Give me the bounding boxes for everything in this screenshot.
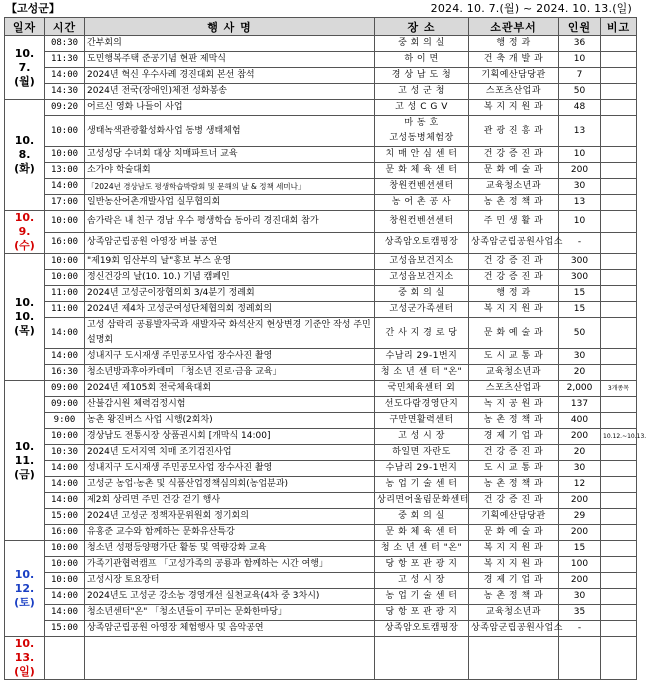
- table-row: [5, 637, 637, 680]
- event-name: 간부회의: [85, 36, 375, 52]
- event-count: -: [559, 232, 601, 254]
- table-row: [5, 349, 637, 365]
- schedule-period: 2024. 10. 7.(월) ~ 2024. 10. 13.(일): [430, 2, 632, 15]
- event-dept: 기획예산담당관: [469, 68, 559, 84]
- event-dept: 행 정 과: [469, 286, 559, 302]
- event-place: 고 성 시 장: [375, 573, 469, 589]
- event-count: 200: [559, 573, 601, 589]
- event-time: 10:30: [45, 445, 85, 461]
- table-row: [5, 589, 637, 605]
- event-count: 12: [559, 477, 601, 493]
- event-place: 고 성 시 장: [375, 429, 469, 445]
- table-row: [5, 621, 637, 637]
- event-time: 09:20: [45, 100, 85, 116]
- event-count: 48: [559, 100, 601, 116]
- event-name: 농촌 왕진버스 사업 시행(2회차): [85, 413, 375, 429]
- col-event-header: 행 사 명: [85, 18, 375, 36]
- event-note: [601, 179, 637, 195]
- event-note: 10.12.~10.13.: [601, 429, 637, 445]
- event-dept: 주 민 생 활 과: [469, 211, 559, 233]
- event-note: [601, 637, 637, 680]
- table-row: [5, 429, 637, 445]
- event-place: 고성군가족센터: [375, 302, 469, 318]
- table-row: [5, 493, 637, 509]
- event-name: 소가야 학술대회: [85, 163, 375, 179]
- event-note: 3개종목: [601, 381, 637, 397]
- event-place: 농 업 기 술 센 터: [375, 589, 469, 605]
- table-row: [5, 52, 637, 68]
- event-name: 고성성당 수녀회 대상 치매파트너 교육: [85, 147, 375, 163]
- event-place: 구만면활력센터: [375, 413, 469, 429]
- event-time: 09:00: [45, 381, 85, 397]
- event-count: 20: [559, 445, 601, 461]
- event-note: [601, 52, 637, 68]
- table-row: [5, 286, 637, 302]
- event-note: [601, 621, 637, 637]
- event-count: 10: [559, 211, 601, 233]
- event-place: 농 어 촌 공 사: [375, 195, 469, 211]
- event-name: 2024년 전국(장애인)체전 성화봉송: [85, 84, 375, 100]
- event-name: 2024년 고성군 정책자문위원회 정기회의: [85, 509, 375, 525]
- table-row: [5, 397, 637, 413]
- event-count: 30: [559, 589, 601, 605]
- day-label: 10. 11. (금): [5, 381, 45, 541]
- event-dept: 건 강 증 진 과: [469, 254, 559, 270]
- event-count: -: [559, 621, 601, 637]
- event-dept: 문 화 예 술 과: [469, 525, 559, 541]
- event-time: 14:00: [45, 493, 85, 509]
- table-row: [5, 557, 637, 573]
- event-time: 16:00: [45, 232, 85, 254]
- day-label: 10. 8. (화): [5, 100, 45, 211]
- event-place: 문 화 체 육 센 터: [375, 525, 469, 541]
- event-name: 고성군 농업·농촌 및 식품산업정책심의회(농업분과): [85, 477, 375, 493]
- event-note: [601, 461, 637, 477]
- event-dept: 도 시 교 통 과: [469, 349, 559, 365]
- event-note: [601, 116, 637, 147]
- event-place: 고 성 C G V: [375, 100, 469, 116]
- event-note: [601, 365, 637, 381]
- event-time: 10:00: [45, 573, 85, 589]
- event-dept: 건 강 증 진 과: [469, 147, 559, 163]
- event-note: [601, 509, 637, 525]
- event-note: [601, 605, 637, 621]
- event-count: 200: [559, 429, 601, 445]
- event-time: 10:00: [45, 270, 85, 286]
- event-dept: 경 제 기 업 과: [469, 429, 559, 445]
- event-dept: 복 지 지 원 과: [469, 100, 559, 116]
- table-row: [5, 68, 637, 84]
- table-row: [5, 270, 637, 286]
- event-time: 10:00: [45, 541, 85, 557]
- event-count: 200: [559, 163, 601, 179]
- event-dept: 문 화 예 술 과: [469, 318, 559, 349]
- event-place: 창원컨벤션센터: [375, 211, 469, 233]
- event-place: 창원컨벤션센터: [375, 179, 469, 195]
- event-note: [601, 68, 637, 84]
- table-row: [5, 84, 637, 100]
- table-row: [5, 302, 637, 318]
- event-time: 9:00: [45, 413, 85, 429]
- table-row: [5, 445, 637, 461]
- event-name: 성내지구 도시재생 주민공모사업 장수사진 촬영: [85, 349, 375, 365]
- event-name: 2024년 제4차 고성군여성단체협의회 정례회의: [85, 302, 375, 318]
- event-name: 솜가락은 내 친구 경남 우수 평생학습 동아리 경진대회 참가: [85, 211, 375, 233]
- event-note: [601, 232, 637, 254]
- event-count: 200: [559, 493, 601, 509]
- event-place: 상리면어울림문화센터: [375, 493, 469, 509]
- event-note: [601, 413, 637, 429]
- event-count: 30: [559, 461, 601, 477]
- event-count: 13: [559, 116, 601, 147]
- event-note: [601, 270, 637, 286]
- event-time: 14:30: [45, 84, 85, 100]
- table-row: [5, 163, 637, 179]
- day-label: 10. 13. (일): [5, 637, 45, 680]
- table-row: [5, 381, 637, 397]
- event-note: [601, 254, 637, 270]
- event-dept: 복 지 지 원 과: [469, 541, 559, 557]
- event-place: 상족암오토캠핑장: [375, 232, 469, 254]
- event-place: 당 항 포 관 광 지: [375, 557, 469, 573]
- event-count: 200: [559, 525, 601, 541]
- event-count: 2,000: [559, 381, 601, 397]
- event-time: 16:30: [45, 365, 85, 381]
- table-row: [5, 509, 637, 525]
- event-name: 어르신 영화 나들이 사업: [85, 100, 375, 116]
- event-time: 14:00: [45, 179, 85, 195]
- event-time: 14:00: [45, 68, 85, 84]
- event-note: [601, 84, 637, 100]
- event-name: 정신건강의 날(10. 10.) 기념 캠페인: [85, 270, 375, 286]
- table-row: [5, 100, 637, 116]
- event-place: 국민체육센터 외: [375, 381, 469, 397]
- table-row: [5, 461, 637, 477]
- event-name: 경상남도 전통시장 상품권시회 [개막식 14:00]: [85, 429, 375, 445]
- event-time: 09:00: [45, 397, 85, 413]
- event-note: [601, 163, 637, 179]
- schedule-body: [5, 36, 646, 680]
- event-dept: 관 광 진 흥 과: [469, 116, 559, 147]
- event-time: 11:00: [45, 302, 85, 318]
- event-name: 도민행복주택 준공기념 현판 제막식: [85, 52, 375, 68]
- event-place: 하일면 자란도: [375, 445, 469, 461]
- event-dept: 농 촌 정 책 과: [469, 477, 559, 493]
- event-place: 경 상 남 도 청: [375, 68, 469, 84]
- event-count: 35: [559, 605, 601, 621]
- event-name: 청소년방과후아카데미 「청소년 진로·금융 교육」: [85, 365, 375, 381]
- event-time: 10:00: [45, 147, 85, 163]
- event-note: [601, 525, 637, 541]
- table-row: [5, 179, 637, 195]
- event-place: [375, 637, 469, 680]
- event-note: [601, 397, 637, 413]
- event-count: 30: [559, 349, 601, 365]
- event-count: 50: [559, 318, 601, 349]
- event-name: 청소년센터"온" 「청소년들이 꾸미는 문화한마당」: [85, 605, 375, 621]
- event-time: 10:00: [45, 116, 85, 147]
- table-row: [5, 211, 637, 233]
- event-time: 10:00: [45, 429, 85, 445]
- event-dept: 기획예산담당관: [469, 509, 559, 525]
- event-time: 10:00: [45, 211, 85, 233]
- event-time: 14:00: [45, 349, 85, 365]
- event-dept: 복 지 지 원 과: [469, 302, 559, 318]
- event-dept: 스포츠산업과: [469, 84, 559, 100]
- event-note: [601, 211, 637, 233]
- col-count-header: 인원: [559, 18, 601, 36]
- event-count: 15: [559, 541, 601, 557]
- event-name: 2024년 제105회 전국체육대회: [85, 381, 375, 397]
- col-dept-header: 소관부서: [469, 18, 559, 36]
- event-note: [601, 573, 637, 589]
- event-place: 중 회 의 실: [375, 509, 469, 525]
- table-row: [5, 36, 637, 52]
- event-place: 하 이 면: [375, 52, 469, 68]
- event-place: 수남리 29-1번지: [375, 461, 469, 477]
- event-name: 2024년 도서지역 치매 조기검진사업: [85, 445, 375, 461]
- event-place: 마 동 호 고성동병체험장: [375, 116, 469, 147]
- event-count: [559, 637, 601, 680]
- event-note: [601, 195, 637, 211]
- event-count: 20: [559, 365, 601, 381]
- event-count: 300: [559, 254, 601, 270]
- event-count: 30: [559, 179, 601, 195]
- event-note: [601, 36, 637, 52]
- event-name: "제19회 임산부의 날"홍보 부스 운영: [85, 254, 375, 270]
- event-name: 2024년도 고성군 강소농 경영개선 실천교육(4차 중 3차시): [85, 589, 375, 605]
- table-row: [5, 525, 637, 541]
- table-header-row: [5, 18, 637, 36]
- col-time-header: 시간: [45, 18, 85, 36]
- event-place: 당 항 포 관 광 지: [375, 605, 469, 621]
- event-name: 산불감시원 체력검정시험: [85, 397, 375, 413]
- event-name: 고성시장 토요장터: [85, 573, 375, 589]
- event-place: 고성읍보건지소: [375, 270, 469, 286]
- table-row: [5, 541, 637, 557]
- event-time: 15:00: [45, 509, 85, 525]
- event-dept: 스포츠산업과: [469, 381, 559, 397]
- event-name: 고성 삼락리 공룡발자국과 새발자국 화석산지 현상변경 기준안 작성 주민설명회: [85, 318, 375, 349]
- event-name: 제2회 상리면 주민 건강 걷기 행사: [85, 493, 375, 509]
- event-count: 13: [559, 195, 601, 211]
- event-place: 고성읍보건지소: [375, 254, 469, 270]
- event-time: 14:00: [45, 589, 85, 605]
- event-dept: [469, 637, 559, 680]
- event-dept: 교육청소년과: [469, 605, 559, 621]
- table-row: [5, 147, 637, 163]
- event-name: 상족암군립공원 아영장 체험행사 및 음악공연: [85, 621, 375, 637]
- event-place: 중 회 의 실: [375, 286, 469, 302]
- event-name: 일반농산어촌개발사업 실무협의회: [85, 195, 375, 211]
- event-place: 중 회 의 실: [375, 36, 469, 52]
- event-name: 성내지구 도시재생 주민공모사업 장수사진 촬영: [85, 461, 375, 477]
- table-row: [5, 232, 637, 254]
- event-name: 「2024년 경상남도 평생학습박람회 및 문해의 날 & 정책 세미나」: [85, 179, 375, 195]
- event-note: [601, 445, 637, 461]
- event-dept: 교육청소년과: [469, 179, 559, 195]
- event-dept: 농 촌 정 책 과: [469, 589, 559, 605]
- event-time: 13:00: [45, 163, 85, 179]
- event-name: [85, 637, 375, 680]
- event-name: 가족기관협력캠프 「고성가족의 공룡과 함께하는 시간 여행」: [85, 557, 375, 573]
- event-count: 15: [559, 302, 601, 318]
- event-count: 36: [559, 36, 601, 52]
- event-dept: 건 강 증 진 과: [469, 270, 559, 286]
- event-note: [601, 286, 637, 302]
- event-dept: 교육청소년과: [469, 365, 559, 381]
- event-place: 치 매 안 심 센 터: [375, 147, 469, 163]
- event-note: [601, 557, 637, 573]
- event-time: 11:30: [45, 52, 85, 68]
- event-name: 청소년 성평등양평가단 활동 및 역량강화 교육: [85, 541, 375, 557]
- event-dept: 농 촌 정 책 과: [469, 195, 559, 211]
- event-dept: 녹 지 공 원 과: [469, 397, 559, 413]
- event-place: 수남리 29-1번지: [375, 349, 469, 365]
- event-count: 100: [559, 557, 601, 573]
- event-name: 상족암군립공원 아영장 버블 공연: [85, 232, 375, 254]
- event-dept: 건 축 개 발 과: [469, 52, 559, 68]
- event-time: 14:00: [45, 477, 85, 493]
- table-row: [5, 365, 637, 381]
- col-place-header: 장 소: [375, 18, 469, 36]
- event-note: [601, 477, 637, 493]
- county-title: 【고성군】: [6, 2, 60, 15]
- table-row: [5, 318, 637, 349]
- event-note: [601, 100, 637, 116]
- table-row: [5, 573, 637, 589]
- event-time: 10:00: [45, 557, 85, 573]
- table-row: [5, 116, 637, 147]
- event-count: 15: [559, 286, 601, 302]
- event-time: 15:00: [45, 621, 85, 637]
- event-count: 50: [559, 84, 601, 100]
- event-place: 문 화 체 육 센 터: [375, 163, 469, 179]
- event-dept: 농 촌 정 책 과: [469, 413, 559, 429]
- event-note: [601, 302, 637, 318]
- table-row: [5, 413, 637, 429]
- event-time: 14:00: [45, 605, 85, 621]
- event-note: [601, 493, 637, 509]
- event-place: 청 소 년 센 터 "온": [375, 541, 469, 557]
- day-label: 10. 9. (수): [5, 211, 45, 254]
- event-count: 29: [559, 509, 601, 525]
- schedule-header: [4, 2, 636, 16]
- event-place: 상족암오토캠핑장: [375, 621, 469, 637]
- event-count: 10: [559, 147, 601, 163]
- event-dept: 문 화 예 술 과: [469, 163, 559, 179]
- event-dept: 건 강 증 진 과: [469, 445, 559, 461]
- event-note: [601, 318, 637, 349]
- event-dept: 행 정 과: [469, 36, 559, 52]
- event-dept: 상족암군립공원사업소: [469, 621, 559, 637]
- event-place: 농 업 기 술 센 터: [375, 477, 469, 493]
- schedule-table: [4, 17, 646, 680]
- event-time: 10:00: [45, 254, 85, 270]
- event-count: 300: [559, 270, 601, 286]
- event-name: 2024년 고성군이장협의회 3/4분기 정례회: [85, 286, 375, 302]
- event-place: 선도다람경영단지: [375, 397, 469, 413]
- event-time: 08:30: [45, 36, 85, 52]
- event-count: 10: [559, 52, 601, 68]
- event-note: [601, 349, 637, 365]
- event-count: 137: [559, 397, 601, 413]
- event-note: [601, 147, 637, 163]
- table-row: [5, 254, 637, 270]
- table-row: [5, 605, 637, 621]
- event-note: [601, 589, 637, 605]
- event-name: 유홍준 교수와 함께하는 문화유산특강: [85, 525, 375, 541]
- event-time: [45, 637, 85, 680]
- day-label: 10. 12. (토): [5, 541, 45, 637]
- event-dept: 건 강 증 진 과: [469, 493, 559, 509]
- event-dept: 경 제 기 업 과: [469, 573, 559, 589]
- event-dept: 상족암군립공원사업소: [469, 232, 559, 254]
- event-place: 고 성 군 청: [375, 84, 469, 100]
- col-note-header: 비고: [601, 18, 637, 36]
- event-note: [601, 541, 637, 557]
- event-time: 14:00: [45, 461, 85, 477]
- event-count: 400: [559, 413, 601, 429]
- event-place: 청 소 년 센 터 "온": [375, 365, 469, 381]
- table-row: [5, 195, 637, 211]
- event-time: 16:00: [45, 525, 85, 541]
- day-label: 10. 7. (월): [5, 36, 45, 100]
- col-date-header: 일자: [5, 18, 45, 36]
- event-count: 7: [559, 68, 601, 84]
- event-name: 2024년 혁신 우수사례 경진대회 본선 참석: [85, 68, 375, 84]
- event-dept: 복 지 지 원 과: [469, 557, 559, 573]
- event-dept: 도 시 교 통 과: [469, 461, 559, 477]
- day-label: 10. 10. (목): [5, 254, 45, 381]
- table-row: [5, 477, 637, 493]
- event-place: 간 사 지 경 로 당: [375, 318, 469, 349]
- event-time: 17:00: [45, 195, 85, 211]
- event-time: 14:00: [45, 318, 85, 349]
- event-name: 생태녹색관광활성화사업 동병 생태체험: [85, 116, 375, 147]
- event-time: 11:00: [45, 286, 85, 302]
